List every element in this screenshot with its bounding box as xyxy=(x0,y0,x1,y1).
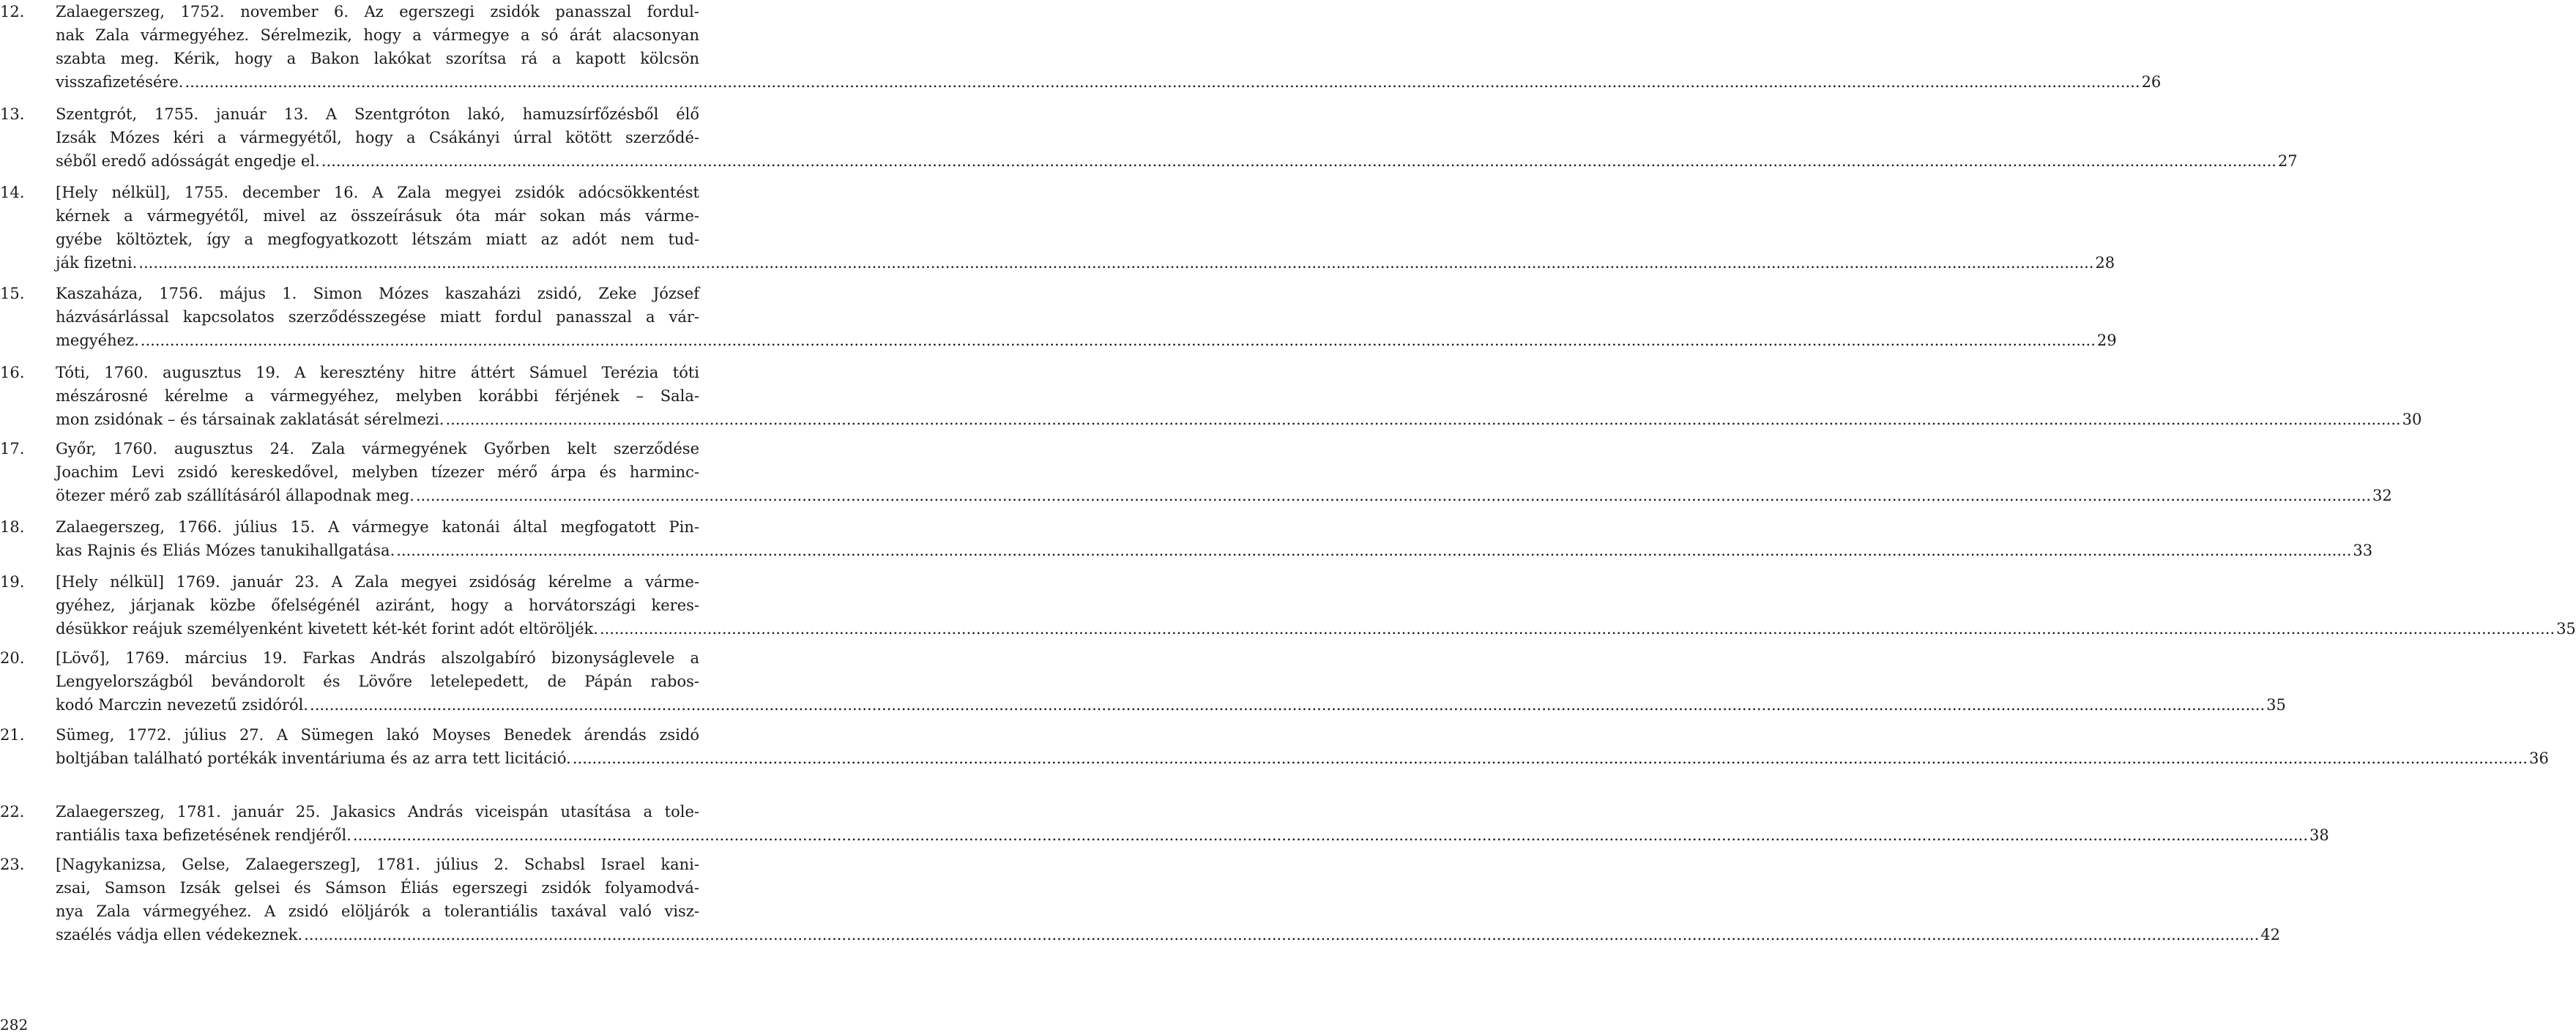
dot-leader: ................................................................................................................................................................................................................................................................................................................................................................................................................ xyxy=(310,696,2266,714)
entry-line: Győr, 1760. augusztus 24. Zala vármegyének Győrben kelt szerződése xyxy=(56,440,699,457)
entry-page-number: 42 xyxy=(2260,926,2280,944)
entry-page-number: 28 xyxy=(2095,254,2115,272)
entry-number: 13. xyxy=(0,105,25,123)
entry-page-number: 29 xyxy=(2096,332,2117,349)
entry-line: kérnek a vármegyétől, mivel az összeírásuk óta már sokan más várme- xyxy=(56,207,699,225)
entry-line: szaélés vádja ellen védekeznek. xyxy=(56,926,303,944)
entry-last-line xyxy=(56,149,2298,173)
entry-line: gyéhez, járjanak közbe őfelségénél aziránt, hogy a horvátországi keres- xyxy=(56,597,699,614)
entry-number: 16. xyxy=(0,364,25,381)
entry-page-number: 36 xyxy=(2528,750,2549,767)
entry-number: 14. xyxy=(0,184,25,201)
entry-line: Zalaegerszeg, 1781. január 25. Jakasics András viceispán utasítása a tole- xyxy=(56,803,699,821)
entry-last-line xyxy=(56,329,2117,352)
entry-line: visszafizetésére. xyxy=(56,73,184,91)
dot-leader: ................................................................................................................................................................................................................................................................................................................................................................................................................ xyxy=(321,152,2277,170)
entry-line: ják fizetni. xyxy=(56,254,138,272)
entry-line: [Nagykanizsa, Gelse, Zalaegerszeg], 1781. július 2. Schabsl Israel kani- xyxy=(56,856,699,873)
entry-page-number: 30 xyxy=(2402,411,2422,428)
entry-line: Sümeg, 1772. július 27. A Sümegen lakó Moyses Benedek árendás zsidó xyxy=(56,726,699,744)
entry-last-line xyxy=(56,747,2549,770)
entry-last-line xyxy=(56,251,2115,274)
entry-line: házvásárlással kapcsolatos szerződésszegése miatt fordul panasszal a vár- xyxy=(56,308,699,326)
entry-last-line xyxy=(56,408,2422,431)
entry-last-line xyxy=(56,693,2286,717)
dot-leader: ................................................................................................................................................................................................................................................................................................................................................................................................................ xyxy=(304,926,2260,944)
entry-line: kodó Marczin nevezetű zsidóról. xyxy=(56,696,309,714)
entry-number: 20. xyxy=(0,649,25,667)
entry-line: Izsák Mózes kéri a vármegyétől, hogy a Csákányi úrral kötött szerződé- xyxy=(56,129,699,146)
entry-line: [Hely nélkül] 1769. január 23. A Zala megyei zsidóság kérelme a várme- xyxy=(56,573,699,591)
entry-number: 15. xyxy=(0,285,25,302)
entry-last-line xyxy=(56,70,2162,94)
entry-number: 21. xyxy=(0,726,25,744)
entry-line: Szentgrót, 1755. január 13. A Szentgróton lakó, hamuzsírfőzésből élő xyxy=(56,105,699,123)
entry-line: [Hely nélkül], 1755. december 16. A Zala megyei zsidók adócsökkentést xyxy=(56,184,699,201)
entry-line: zsai, Samson Izsák gelsei és Sámson Éliás egerszegi zsidók folyamodvá- xyxy=(56,879,699,897)
entry-line: [Lövő], 1769. március 19. Farkas András alszolgabíró bizonyságlevele a xyxy=(56,649,699,667)
entry-page-number: 32 xyxy=(2372,487,2392,504)
entry-line: Kaszaháza, 1756. május 1. Simon Mózes kaszaházi zsidó, Zeke József xyxy=(56,285,699,302)
entry-line: Joachim Levi zsidó kereskedővel, melyben tízezer mérő árpa és harminc- xyxy=(56,463,699,481)
entry-line: ötezer mérő zab szállításáról állapodnak meg. xyxy=(56,487,414,504)
entry-line: rantiális taxa befizetésének rendjéről. xyxy=(56,826,351,844)
entry-line: mon zsidónak – és társainak zaklatását sérelmezi. xyxy=(56,411,444,428)
entry-line: kas Rajnis és Eliás Mózes tanukihallgatása. xyxy=(56,542,395,559)
entry-line: Lengyelországból bevándorolt és Lövőre letelepedett, de Pápán rabos- xyxy=(56,673,699,690)
entry-line: szabta meg. Kérik, hogy a Bakon lakókat szorítsa rá a kapott kölcsön xyxy=(56,50,699,67)
entry-line: gyébe költöztek, így a megfogyatkozott létszám miatt az adót nem tud- xyxy=(56,231,699,248)
page-number: 282 xyxy=(0,1016,29,1034)
entry-page-number: 38 xyxy=(2309,826,2329,844)
entry-number: 18. xyxy=(0,518,25,536)
entry-line: séből eredő adósságát engedje el. xyxy=(56,152,320,170)
entry-last-line xyxy=(56,539,2373,562)
dot-leader: ................................................................................................................................................................................................................................................................................................................................................................................................................ xyxy=(415,487,2371,504)
entry-last-line xyxy=(56,823,2329,847)
dot-leader: ................................................................................................................................................................................................................................................................................................................................................................................................................ xyxy=(572,750,2528,767)
dot-leader: ................................................................................................................................................................................................................................................................................................................................................................................................................ xyxy=(185,73,2140,91)
entry-page-number: 35 xyxy=(2266,696,2286,714)
entry-line: nya Zala vármegyéhez. A zsidó elöljárók a tolerantiális taxával való visz- xyxy=(56,903,699,920)
entry-line: mészárosné kérelme a vármegyéhez, melyben korábbi férjének – Sala- xyxy=(56,387,699,405)
entry-line: megyéhez. xyxy=(56,332,139,349)
entry-page-number: 35 xyxy=(2556,620,2576,638)
entry-line: Zalaegerszeg, 1752. november 6. Az egerszegi zsidók panasszal fordul- xyxy=(56,3,699,20)
entry-page-number: 27 xyxy=(2277,152,2298,170)
entry-number: 12. xyxy=(0,3,25,20)
entry-page-number: 26 xyxy=(2141,73,2162,91)
entry-line: Tóti, 1760. augusztus 19. A keresztény hitre áttért Sámuel Terézia tóti xyxy=(56,364,699,381)
entry-line: boltjában található portékák inventáriuma és az arra tett licitáció. xyxy=(56,750,571,767)
entry-line: Zalaegerszeg, 1766. július 15. A vármegye katonái által megfogatott Pin- xyxy=(56,518,699,536)
dot-leader: ................................................................................................................................................................................................................................................................................................................................................................................................................ xyxy=(599,620,2555,638)
entry-number: 22. xyxy=(0,803,25,821)
dot-leader: ................................................................................................................................................................................................................................................................................................................................................................................................................ xyxy=(396,542,2352,559)
entry-line: nak Zala vármegyéhez. Sérelmezik, hogy a vármegye a só árát alacsonyan xyxy=(56,26,699,44)
entry-last-line xyxy=(56,617,2576,640)
dot-leader: ................................................................................................................................................................................................................................................................................................................................................................................................................ xyxy=(352,826,2309,844)
entry-number: 23. xyxy=(0,856,25,873)
entry-line: désükkor reájuk személyenként kivetett két-két forint adót eltöröljék. xyxy=(56,620,598,638)
entry-number: 17. xyxy=(0,440,25,457)
entry-number: 19. xyxy=(0,573,25,591)
dot-leader: ................................................................................................................................................................................................................................................................................................................................................................................................................ xyxy=(445,411,2401,428)
dot-leader: ................................................................................................................................................................................................................................................................................................................................................................................................................ xyxy=(140,332,2096,349)
entry-last-line xyxy=(56,484,2392,507)
entry-last-line xyxy=(56,923,2280,946)
dot-leader: ................................................................................................................................................................................................................................................................................................................................................................................................................ xyxy=(138,254,2094,272)
entry-page-number: 33 xyxy=(2353,542,2373,559)
